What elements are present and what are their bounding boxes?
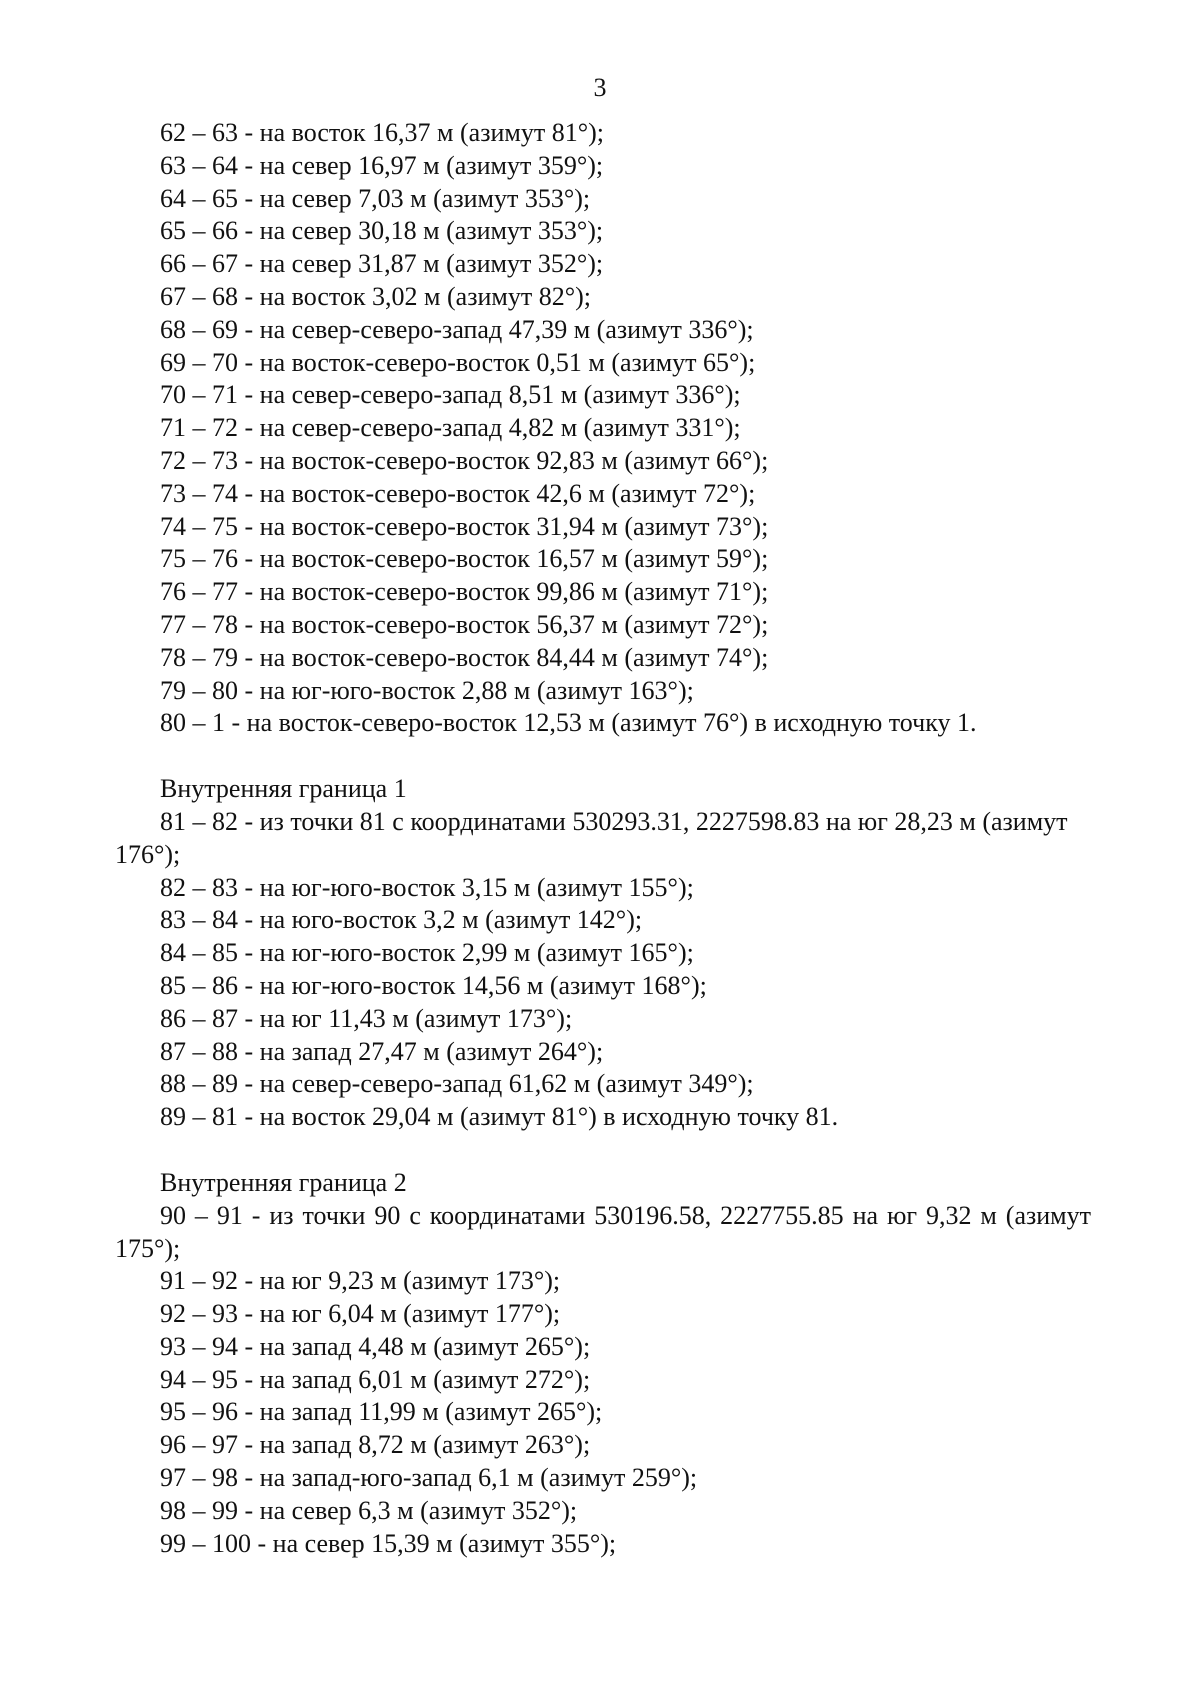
boundary-line: 73 – 74 - на восток-северо-восток 42,6 м (азимут 72°); bbox=[160, 478, 756, 508]
boundary-line: 68 – 69 - на север-северо-запад 47,39 м (азимут 336°); bbox=[160, 314, 754, 344]
boundary-line: 71 – 72 - на север-северо-запад 4,82 м (азимут 331°); bbox=[160, 413, 741, 443]
boundary-line: 65 – 66 - на север 30,18 м (азимут 353°); bbox=[160, 216, 604, 246]
boundary-line: 64 – 65 - на север 7,03 м (азимут 353°); bbox=[160, 183, 591, 213]
boundary-line: 95 – 96 - на запад 11,99 м (азимут 265°); bbox=[160, 1397, 603, 1427]
boundary-line: 87 – 88 - на запад 27,47 м (азимут 264°); bbox=[160, 1036, 604, 1066]
document-body bbox=[115, 117, 1091, 1560]
boundary-line: 93 – 94 - на запад 4,48 м (азимут 265°); bbox=[160, 1331, 591, 1361]
boundary-line-continuation: 176°); bbox=[115, 839, 181, 869]
boundary-line: 96 – 97 - на запад 8,72 м (азимут 263°); bbox=[160, 1430, 591, 1460]
boundary-line: 86 – 87 - на юг 11,43 м (азимут 173°); bbox=[160, 1003, 573, 1033]
section-heading: Внутренняя граница 1 bbox=[160, 774, 407, 804]
boundary-line: 77 – 78 - на восток-северо-восток 56,37 м (азимут 72°); bbox=[160, 609, 769, 639]
boundary-line: 85 – 86 - на юг-юго-восток 14,56 м (азимут 168°); bbox=[160, 970, 707, 1000]
boundary-line: 70 – 71 - на север-северо-запад 8,51 м (азимут 336°); bbox=[160, 380, 741, 410]
boundary-line: 69 – 70 - на восток-северо-восток 0,51 м (азимут 65°); bbox=[160, 347, 756, 377]
boundary-line: 81 – 82 - из точки 81 с координатами 530293.31, 2227598.83 на юг 28,23 м (азимут bbox=[160, 806, 1068, 836]
boundary-line: 63 – 64 - на север 16,97 м (азимут 359°); bbox=[160, 150, 604, 180]
boundary-line: 80 – 1 - на восток-северо-восток 12,53 м (азимут 76°) в исходную точку 1. bbox=[160, 708, 977, 738]
boundary-line: 84 – 85 - на юг-юго-восток 2,99 м (азимут 165°); bbox=[160, 938, 694, 968]
boundary-line: 74 – 75 - на восток-северо-восток 31,94 м (азимут 73°); bbox=[160, 511, 769, 541]
outer-boundary-section bbox=[115, 117, 1091, 740]
boundary-line: 97 – 98 - на запад-юго-запад 6,1 м (азимут 259°); bbox=[160, 1463, 698, 1493]
boundary-line: 83 – 84 - на юго-восток 3,2 м (азимут 142°); bbox=[160, 905, 643, 935]
page-number: 3 bbox=[593, 73, 607, 102]
boundary-line: 79 – 80 - на юг-юго-восток 2,88 м (азимут 163°); bbox=[160, 675, 694, 705]
boundary-line: 82 – 83 - на юг-юго-восток 3,15 м (азимут 155°); bbox=[160, 872, 694, 902]
section-gap bbox=[115, 1134, 1091, 1167]
boundary-line: 92 – 93 - на юг 6,04 м (азимут 177°); bbox=[160, 1299, 561, 1329]
boundary-line: 78 – 79 - на восток-северо-восток 84,44 м (азимут 74°); bbox=[160, 642, 769, 672]
boundary-line: 98 – 99 - на север 6,3 м (азимут 352°); bbox=[160, 1495, 578, 1525]
boundary-line: 94 – 95 - на запад 6,01 м (азимут 272°); bbox=[160, 1364, 591, 1394]
boundary-line: 99 – 100 - на север 15,39 м (азимут 355°); bbox=[160, 1528, 617, 1558]
boundary-line: 72 – 73 - на восток-северо-восток 92,83 м (азимут 66°); bbox=[160, 445, 769, 475]
boundary-line: 91 – 92 - на юг 9,23 м (азимут 173°); bbox=[160, 1266, 561, 1296]
inner-boundary-1-section bbox=[115, 773, 1091, 1134]
boundary-line: 67 – 68 - на восток 3,02 м (азимут 82°); bbox=[160, 281, 591, 311]
boundary-line: 88 – 89 - на север-северо-запад 61,62 м (азимут 349°); bbox=[160, 1069, 754, 1099]
boundary-line: 76 – 77 - на восток-северо-восток 99,86 м (азимут 71°); bbox=[160, 577, 769, 607]
boundary-paragraph: 90 – 91 - из точки 90 с координатами 530196.58, 2227755.85 на юг 9,32 м (азимут 175°); bbox=[115, 1200, 1091, 1263]
boundary-line: 66 – 67 - на север 31,87 м (азимут 352°); bbox=[160, 249, 604, 279]
boundary-line: 89 – 81 - на восток 29,04 м (азимут 81°) в исходную точку 81. bbox=[160, 1102, 839, 1132]
section-gap bbox=[115, 740, 1091, 773]
inner-boundary-2-section bbox=[115, 1167, 1091, 1561]
boundary-line: 75 – 76 - на восток-северо-восток 16,57 м (азимут 59°); bbox=[160, 544, 769, 574]
section-heading: Внутренняя граница 2 bbox=[160, 1167, 407, 1197]
boundary-line: 62 – 63 - на восток 16,37 м (азимут 81°); bbox=[160, 118, 604, 147]
